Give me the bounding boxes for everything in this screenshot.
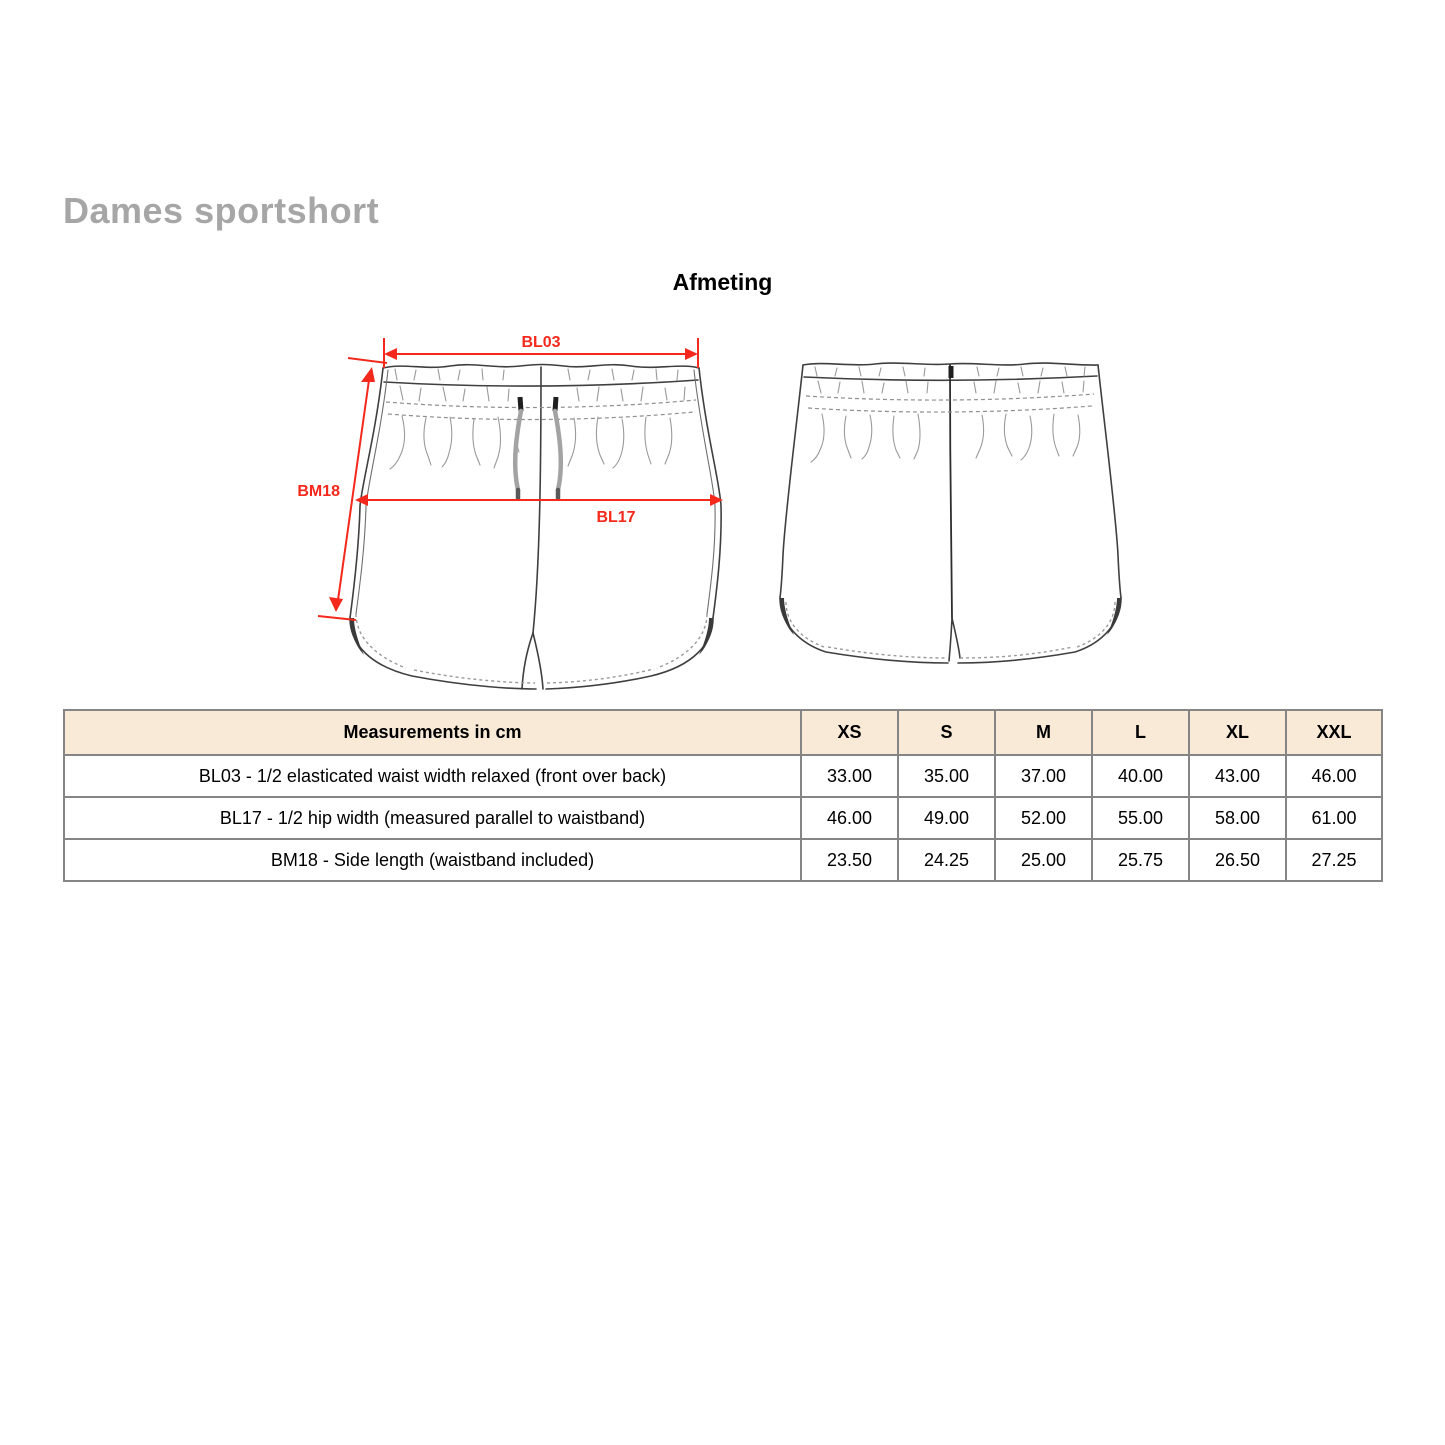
value-bl03-xxl: 46.00	[1286, 755, 1382, 797]
value-bl03-m: 37.00	[995, 755, 1092, 797]
value-bl17-xxl: 61.00	[1286, 797, 1382, 839]
value-bl03-xl: 43.00	[1189, 755, 1286, 797]
page-title: Dames sportshort	[63, 190, 380, 231]
value-bm18-xl: 26.50	[1189, 839, 1286, 881]
table-header-size-xxl: XXL	[1286, 710, 1382, 755]
measurements-table	[63, 709, 1383, 882]
table-header-size-s: S	[898, 710, 995, 755]
value-bm18-xs: 23.50	[801, 839, 898, 881]
bl17-label: BL17	[596, 509, 636, 526]
bl03-label: BL03	[521, 334, 561, 351]
table-header-size-xs: XS	[801, 710, 898, 755]
value-bm18-l: 25.75	[1092, 839, 1189, 881]
table-header-row	[64, 710, 1382, 755]
table-header-measurements: Measurements in cm	[64, 710, 801, 755]
row-label-bm18: BM18 - Side length (waistband included)	[64, 839, 801, 881]
dimension-bm18	[297, 358, 387, 620]
measurements-table-container	[63, 709, 1381, 882]
section-heading: Afmeting	[672, 269, 773, 295]
value-bl17-l: 55.00	[1092, 797, 1189, 839]
value-bl03-l: 40.00	[1092, 755, 1189, 797]
table-row-bl17	[64, 797, 1382, 839]
value-bl17-m: 52.00	[995, 797, 1092, 839]
value-bm18-m: 25.00	[995, 839, 1092, 881]
table-row-bm18	[64, 839, 1382, 881]
value-bm18-s: 24.25	[898, 839, 995, 881]
value-bl17-xl: 58.00	[1189, 797, 1286, 839]
table-header-size-xl: XL	[1189, 710, 1286, 755]
table-header-size-l: L	[1092, 710, 1189, 755]
value-bl03-xs: 33.00	[801, 755, 898, 797]
front-shorts-technical-drawing	[290, 318, 750, 703]
value-bm18-xxl: 27.25	[1286, 839, 1382, 881]
value-bl17-s: 49.00	[898, 797, 995, 839]
dimension-bl03	[384, 334, 698, 368]
row-label-bl03: BL03 - 1/2 elasticated waist width relaxed (front over back)	[64, 755, 801, 797]
table-header-size-m: M	[995, 710, 1092, 755]
value-bl03-s: 35.00	[898, 755, 995, 797]
value-bl17-xs: 46.00	[801, 797, 898, 839]
table-row-bl03	[64, 755, 1382, 797]
back-shorts-technical-drawing	[770, 350, 1135, 672]
bm18-label: BM18	[297, 483, 340, 500]
row-label-bl17: BL17 - 1/2 hip width (measured parallel to waistband)	[64, 797, 801, 839]
